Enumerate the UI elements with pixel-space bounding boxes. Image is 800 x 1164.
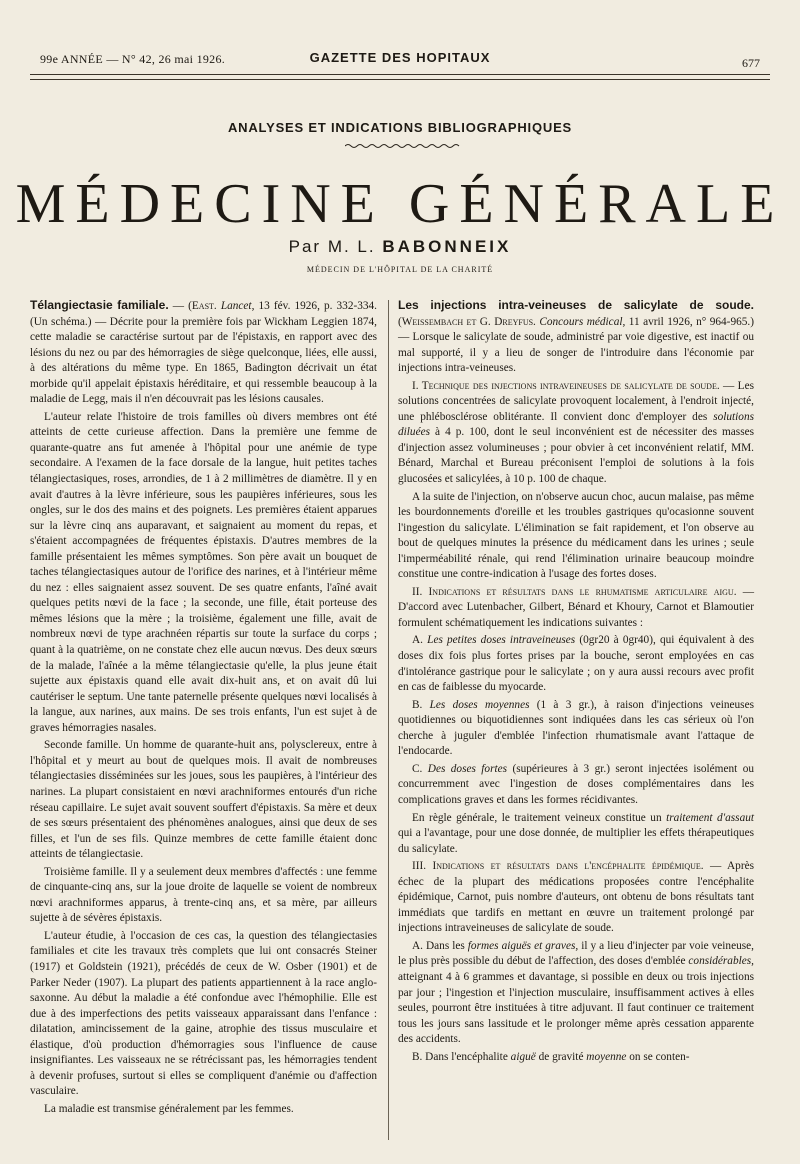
text: B.	[412, 698, 423, 711]
encephalite-a	[398, 939, 754, 1048]
text: il y a lieu d'injecter par voie veineuse, le plus près possible du début de l'affection, des doses d'emblée	[398, 939, 754, 968]
text: C.	[412, 762, 423, 775]
left-column	[30, 298, 377, 1119]
section-technique	[398, 379, 754, 488]
emphasis: considérables,	[688, 955, 754, 968]
paragraph: A la suite de l'injection, on n'observe aucun choc, aucun malaise, pas même les bourdonnements d'oreille et les troubles gastriques qu'ocasionne souvent l'ingestion du salicylate. L'élimination se fait rapidement, et l'on observe au bout de quelques minutes la présence du médicament dans les urines ; seule l'imperméabilité rénale, qui rend l'élimination urinaire beaucoup moindre constitue une contre-indication à l'usage des fortes doses.	[398, 490, 754, 581]
text: — Après échec de la plupart des médications proposées contre l'encéphalite épidémique, Carnot, puis nombre d'auteurs, ont obtenu de bons résultats tant immédiats que tardifs en mettant en œuvre un traitement prolongé par injections intraveineuses de salicylate de soude.	[398, 860, 754, 935]
encephalite-b	[398, 1050, 754, 1066]
emphasis: moyenne	[586, 1050, 627, 1063]
text: (0gr20 à 0gr40), qui équivalent à des doses dix fois plus fortes prises par la bouche, seront employées en cas d'intolérance gastrique pour le salicylate ; on y aura aussi recours avec profit en cas de faiblesse du myocarde.	[398, 634, 754, 694]
column-divider	[388, 300, 389, 1140]
issue-info: 99e ANNÉE — N° 42, 26 mai 1926.	[40, 52, 226, 66]
page-number: 677	[742, 56, 760, 70]
paragraph: L'auteur étudie, à l'occasion de ces cas, la question des télangiectasies familiales et cite les travaux très complets que lui ont consacrés Steiner (1917) et Goldstein (1921), précédés de ceux de W. Osber (1901) et de Parker Neder (1907). La plupart des patients appartiennent à la race anglo-saxonne. Au début la maladie a été confondue avec l'hémophilie. Elle est due à des imperfections des petits vaisseaux apparaissant dans l'enfance : dilatation, amincissement de la gaine, atrophie des tissus musculaire et élastique, d'où production d'hémorragies sous l'influence de cause insignifiantes. Les vaisseaux ne se rétrécissant pas, les hémorragies tendent à devenir profuses, surtout si elles se compliquent d'anémie ou d'affection vasculaire.	[30, 929, 377, 1098]
text: — D'accord avec Lutenbacher, Gilbert, Bénard et Khoury, Carnot et Blamoutier formulent schématiquement les indications suivantes :	[398, 585, 755, 629]
reference-journal: Lancet,	[220, 300, 255, 312]
right-column	[398, 298, 754, 1067]
emphasis: aiguë	[510, 1050, 536, 1063]
intro-text: 11 avril 1926, n° 964-965.) — Lorsque le salicylate de soude, administré par voie digestive, est inactif ou mal supporté, il y a lieu de songer de l'introduire dans l'économie par injections intra-veineuses.	[398, 315, 754, 375]
article-intro	[398, 298, 754, 377]
emphasis: traitement d'assaut	[666, 811, 754, 824]
emphasis: solutions diluées	[398, 410, 754, 439]
text: de gravité	[538, 1050, 584, 1063]
emphasis: Des doses fortes	[427, 762, 508, 775]
text: — Les solutions concentrées de salicylate provoquent localement, à l'endroit injecté, une phlébosclérose oblitérante. Il convient donc d'employer des	[398, 379, 754, 423]
paragraph: L'auteur relate l'histoire de trois familles où divers membres ont été atteints de cette curieuse affection. Dans la première une femme de quarante-quatre ans fut amenée à l'hôpital pour une anémie de type secondaire. A l'examen de la face dorsale de la langue, huit petites taches télangiectasiques, roses, arrondies, de 1 à 2 millimètres de diamètre. Il y en avait d'autres à la lèvre inférieure, sous les paupières inférieures, sous les ongles, sur le dos des mains et des poignets. Les premières étaient apparues sur la lèvre cinq ans auparavant, et saignaient au moment du repas, et s'étaient accompagnées de fréquentes épistaxis. D'autres membres de la famille présentaient les mêmes symptômes. Son père avait un bouquet de taches télangiectasiques autour de l'orifice des narines, et à l'intérieur même du nez : elles saignaient assez souvent. De ses quatre enfants, l'aîné avait quelques petits nœvi de la face ; la seconde, une fille, était porteuse des mêmes lésions que la mère ; la troisième, également une fille, avait de nombreux nœvi de type arachnéen répartis sur toute la surface du corps ; quant à la quatrième, on ne constate chez elle aucun nœvus. Des deux sœurs de la malade, l'aînée a la même télangiectasie qu'elle, la plus jeune était sujette aux épistaxis quand elle avait dix-huit ans, et on avait dû lui cautériser le septum. Une tante paternelle présente quelques nœvi localisés à la langue, aux narines, aux mains. De ses trois enfants, l'un est sujet à de graves hémorragies nasales.	[30, 410, 377, 734]
running-head	[40, 48, 760, 70]
journal-name: GAZETTE DES HOPITAUX	[309, 50, 491, 65]
author-line	[0, 237, 800, 257]
emphasis: formes aiguës et graves,	[467, 939, 579, 952]
indication-b	[398, 698, 754, 760]
emphasis: Les petites doses intraveineuses	[427, 634, 576, 647]
text: En règle générale, le traitement veineux constitue un	[412, 811, 662, 824]
emphasis: Les doses moyennes	[429, 698, 530, 711]
text: atteignant 4 à 6 grammes et davantage, si possible en deux ou trois injections par jour ; l'ingestion et l'injection musculaire, insuffisamment actives à elles seules, pourront être instituées à titre adjuvant. Il faut continuer ce traitement tous les jours sans lassitude et le prolonger même après cessation apparente des accidents.	[398, 970, 754, 1046]
section-rhumatisme	[398, 585, 754, 632]
article-intro	[30, 298, 377, 408]
reference-author: — (East.	[172, 300, 217, 312]
subsection-heading: II. Indications et résultats dans le rhumatisme articulaire aigu.	[412, 585, 737, 598]
indication-c	[398, 762, 754, 809]
paragraph: Troisième famille. Il y a seulement deux membres d'affectés : une femme de cinquante-cinq ans, sur la joue droite de laquelle se voient de nombreux nœvi arachniformes apparus, à trente-cinq ans, et sa mère, par ailleurs sujette à de sévères épistaxis.	[30, 865, 377, 925]
text: (1 à 3 gr.), à raison d'injections veineuses quotidiennes ou biquotidiennes sont indiquées dans les cas sérieux où l'on cherche à juguler d'emblée l'infection rhumatismale avant l'attaque de l'endocarde.	[398, 698, 754, 758]
text: A. Dans les	[412, 939, 465, 952]
paragraph: Seconde famille. Un homme de quarante-huit ans, polysclereux, entre à l'hôpital et y meurt au bout de quelques mois. Il avait de nombreuses télangiectasies disséminées sur les joues, sous les paupières, à l'intérieur des narines. La plupart consistaient en nœvi arachniformes entourés d'un riche réseau capillaire. Le sujet avait souvent souffert d'épistaxis. Sa mère et deux de ses sœurs présentaient des phénomènes analogues, ainsi que deux de ses filles, et l'un de ses fils. Quinze membres de cette famille étaient donc atteints de télangiectasie.	[30, 739, 377, 861]
text: à 4 p. 100, dont le seul inconvénient est de nécessiter des masses d'injection assez volumineuses ; pour obvier à cet inconvénient relatif, MM. Bénard, Marchal et Bureau préconisent l'emploi de solutions à la fois glucosées et salicylées, à 10 p. 100 de chaque.	[398, 426, 755, 486]
header-rule	[30, 74, 770, 80]
intro-text: 13 fév. 1926, p. 332-334. (Un schéma.) — Décrite pour la première fois par Wickham Leggien 1874, cette maladie se caractérise surtout par de l'épistaxis, en rapport avec des lésions du nez ou par des hémorragies de siège quelconque, liées, elle aussi, à des altérations du même type. En 1865, Badington décrivait un état morbide qu'il appelait épistaxis héréditaire, et qui ressemble beaucoup à la maladie de Legg, mais il n'en découvrait pas les lésions causales.	[30, 300, 378, 406]
text: (supérieures à 3 gr.) seront injectées isolément ou concurremment avec l'ingestion de doses complémentaires dans les complications graves et dans les formes récidivantes.	[398, 762, 754, 806]
author-surname: BABONNEIX	[382, 237, 512, 256]
indication-a	[398, 633, 754, 695]
article-title: Les injections intra-veineuses de salicylate de soude.	[398, 298, 754, 312]
subsection-heading: III. Indications et résultats dans l'encéphalite épidémique.	[412, 860, 704, 873]
text: B. Dans l'encéphalite	[412, 1050, 508, 1063]
subsection-heading: I. Technique des injections intraveineuses de salicylate de soude.	[412, 379, 720, 392]
text: A.	[412, 634, 423, 647]
author-prefix: Par M. L.	[288, 237, 376, 256]
paragraph: La maladie est transmise généralement par les femmes.	[44, 1102, 294, 1115]
wavy-ornament	[345, 142, 460, 150]
reference-authors: (Weissembach et G. Dreyfus.	[398, 315, 536, 328]
article-title: Télangiectasie familiale.	[30, 298, 169, 312]
text: on se conten-	[629, 1050, 690, 1063]
section-title: ANALYSES ET INDICATIONS BIBLIOGRAPHIQUES	[227, 120, 573, 135]
text: qui a l'avantage, pour une dose donnée, de multiplier les effets thérapeutiques du salicylate.	[398, 827, 754, 855]
section-encephalite	[398, 859, 754, 937]
main-title: MÉDECINE GÉNÉRALE	[15, 173, 785, 235]
reference-journal: Concours médical,	[539, 315, 626, 328]
general-rule	[398, 811, 754, 858]
author-affiliation: MÉDECIN DE L'HÔPITAL DE LA CHARITÉ	[306, 265, 494, 274]
